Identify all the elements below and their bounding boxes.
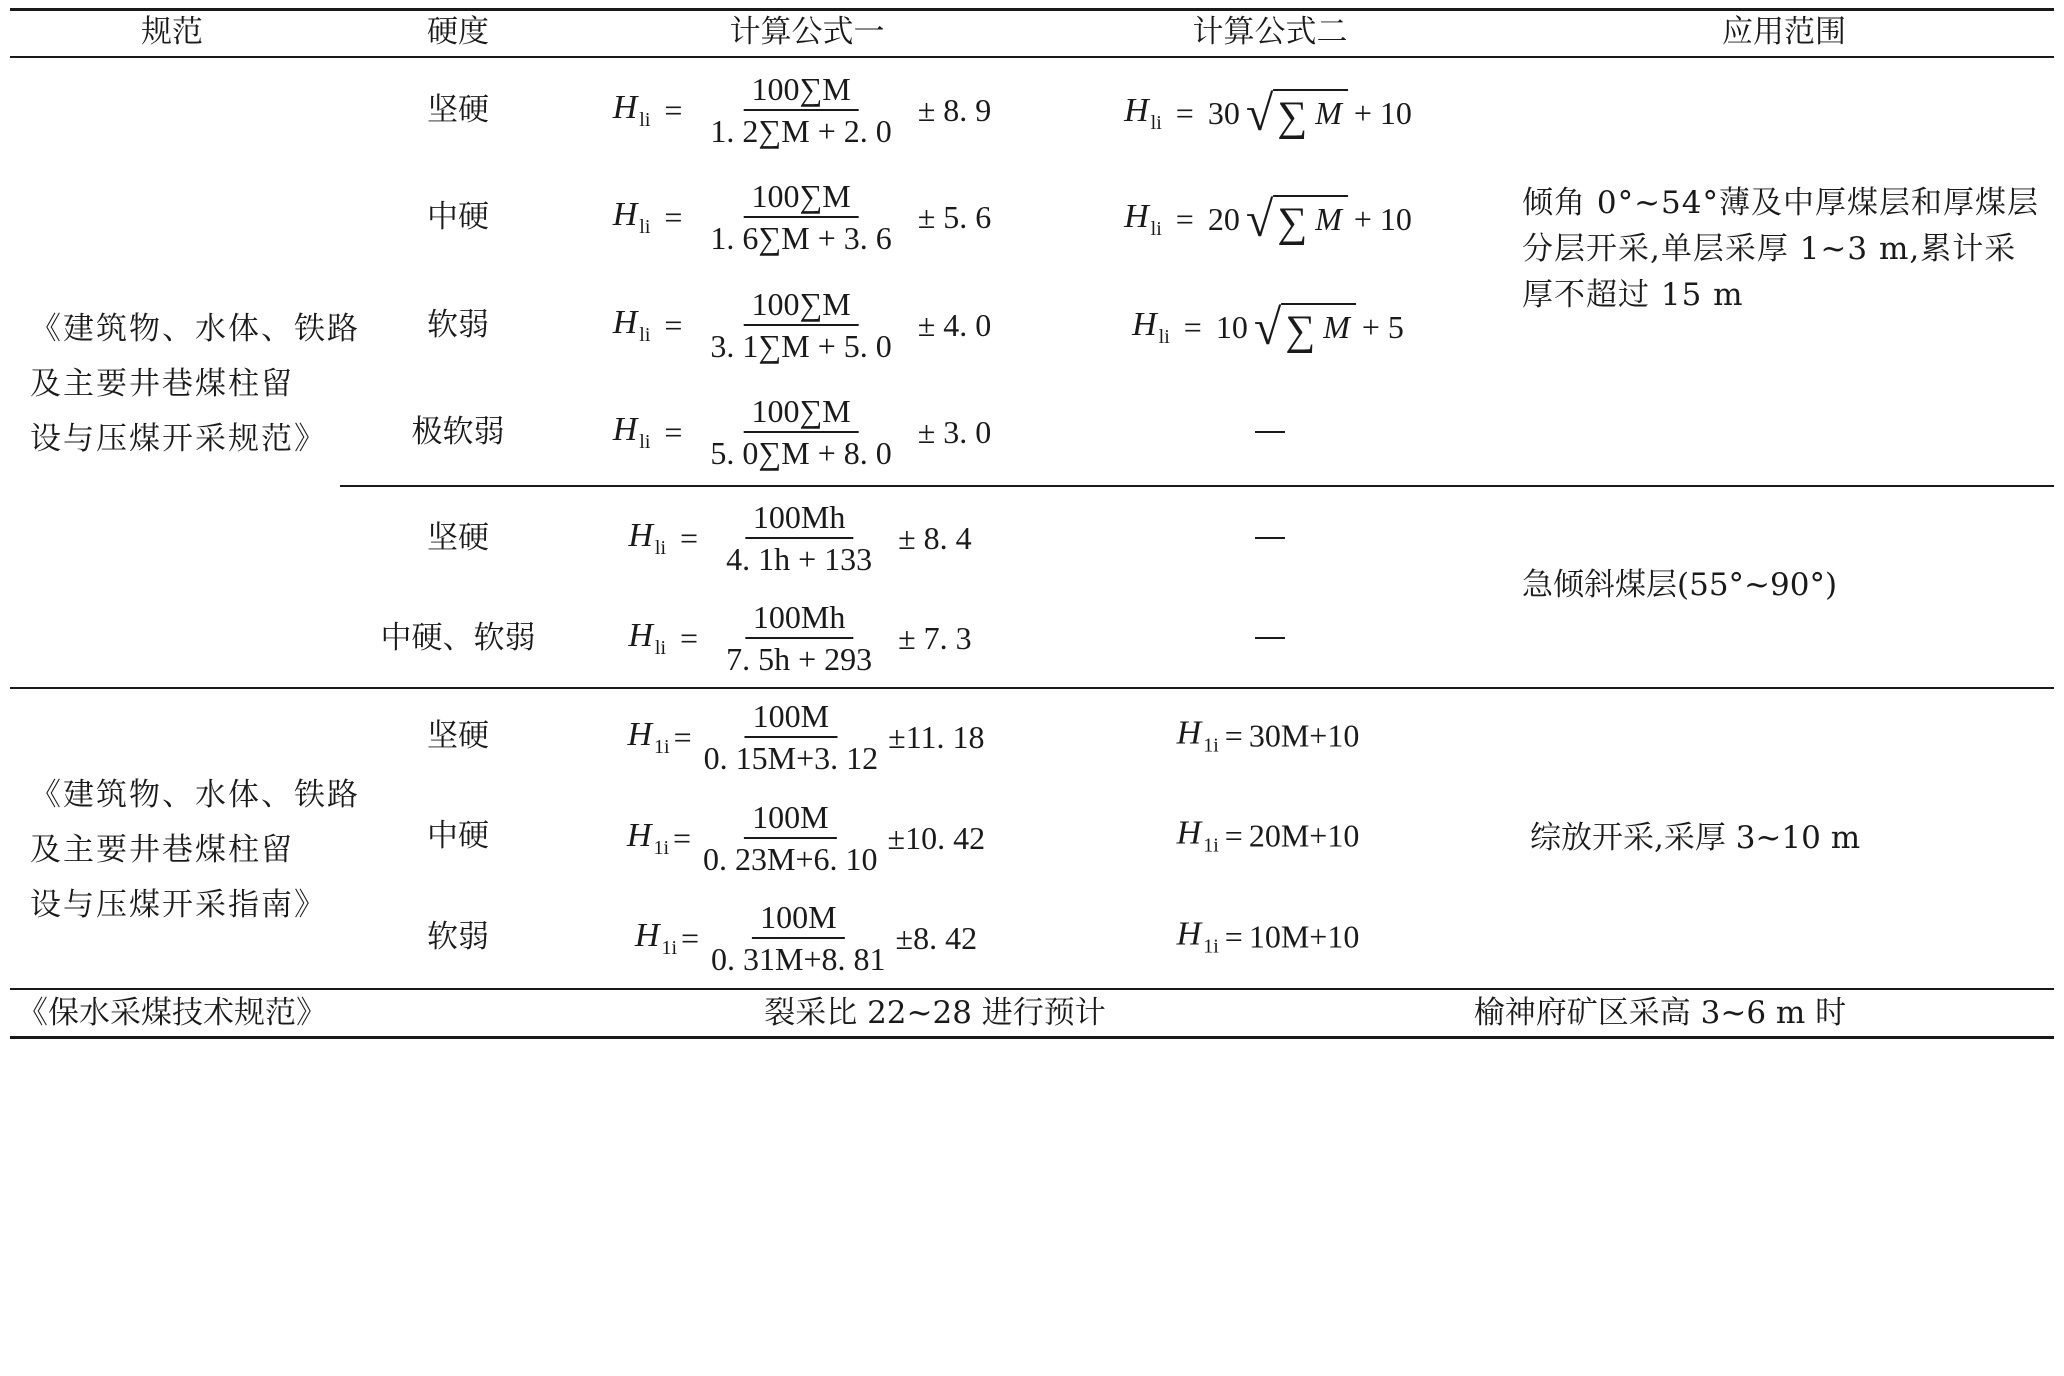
radical-sign: √ (1245, 191, 1274, 247)
equals-sign: = (664, 91, 683, 128)
h-symbol: H $_{li}$ (612, 303, 651, 346)
fraction (695, 797, 886, 879)
fraction (702, 391, 899, 473)
numerator: 100Mh (745, 597, 853, 639)
formula-1-cell (627, 696, 984, 778)
tolerance: ± 5. 6 (917, 198, 992, 235)
hardness-cell: 软弱 (427, 307, 489, 343)
denominator: 0. 31M+8. 81 (711, 941, 886, 977)
scope-line: 分层开采,单层采厚 1~3 m,累计采 (1522, 231, 2017, 267)
header-bottom-rule (10, 56, 2054, 58)
hardness-cell: 坚硬 (427, 718, 489, 754)
radicand: ∑ M (1273, 89, 1348, 137)
equals-sign: = (673, 718, 692, 755)
tolerance: ±10. 42 (887, 819, 986, 856)
formula-1-cell (613, 391, 992, 473)
h-symbol: H $_{li}$ (1124, 91, 1162, 134)
h-symbol: H $_{1i}$ (1176, 714, 1219, 757)
formula-1-cell (628, 497, 971, 579)
spec-line: 及主要井巷煤柱留 (30, 366, 294, 402)
formula-2-cell (1177, 715, 1360, 758)
formula-1-cell (627, 797, 985, 879)
radical-sign: √ (1245, 85, 1274, 141)
formula-2-cell (1132, 299, 1404, 355)
h-symbol: H $_{1i}$ (627, 715, 670, 758)
section-divider-rule-2 (10, 988, 2054, 990)
numerator: 100∑M (743, 176, 858, 218)
section-divider-rule-1 (10, 687, 2054, 689)
numerator: 100∑M (743, 284, 858, 326)
denominator: 5. 0∑M + 8. 0 (710, 435, 892, 471)
spec-line: 《建筑物、水体、铁路 (30, 777, 360, 813)
formula-1-cell (613, 69, 992, 151)
spec-line: 《建筑物、水体、铁路 (30, 311, 360, 347)
equals-sign: = (664, 198, 683, 235)
scope-cell-3: 综放开采,采厚 3~10 m (1530, 820, 1861, 856)
tolerance: ± 3. 0 (917, 413, 992, 450)
fraction (702, 69, 899, 151)
equals-sign: = (680, 519, 699, 556)
formula-2-cell (1124, 191, 1412, 247)
coefficient: 20 (1207, 200, 1240, 237)
header-hardness: 硬度 (427, 14, 489, 50)
spec-line: 设与压煤开采规范》 (30, 421, 327, 457)
empty-dash (1255, 431, 1285, 433)
h-symbol: H $_{li}$ (628, 516, 667, 559)
equals-sign: = (1183, 308, 1202, 345)
header-formula-1: 计算公式一 (729, 14, 885, 50)
denominator: 3. 1∑M + 5. 0 (710, 328, 892, 364)
header-scope: 应用范围 (1722, 14, 1846, 50)
radicand: ∑ M (1281, 303, 1356, 351)
fraction (702, 284, 899, 366)
right-hand-side: 20M+10 (1248, 817, 1360, 854)
fraction (718, 597, 880, 679)
header-spec: 规范 (141, 14, 203, 50)
h-symbol: H $_{li}$ (1132, 305, 1170, 348)
hardness-cell: 软弱 (427, 919, 489, 955)
numerator: 100∑M (743, 391, 858, 433)
equals-sign: = (673, 819, 692, 856)
spec-line: 及主要井巷煤柱留 (30, 832, 294, 868)
hardness-cell: 坚硬 (427, 92, 489, 128)
constant-term: + 5 (1361, 308, 1404, 345)
denominator: 0. 15M+3. 12 (703, 740, 879, 776)
scope-cell-1 (1522, 180, 2039, 318)
fraction (696, 696, 887, 778)
constant-term: + 10 (1353, 200, 1412, 237)
h-symbol: H $_{1i}$ (634, 916, 678, 959)
group-divider-rule (340, 485, 2054, 487)
h-symbol: H $_{li}$ (628, 616, 667, 659)
tolerance: ± 4. 0 (917, 306, 992, 343)
tolerance: ±11. 18 (888, 718, 985, 755)
equals-sign: = (664, 306, 683, 343)
equals-sign: = (664, 413, 683, 450)
right-hand-side: 10M+10 (1248, 918, 1360, 955)
formula-2-cell (1177, 815, 1360, 858)
constant-term: + 10 (1353, 94, 1412, 131)
formula-1-cell (613, 176, 992, 258)
equals-sign: = (1224, 918, 1243, 955)
equals-sign: = (1224, 817, 1243, 854)
spec-cell-2 (30, 768, 360, 933)
denominator: 4. 1h + 133 (726, 541, 873, 577)
hardness-cell: 中硬 (427, 818, 489, 854)
fraction (718, 497, 880, 579)
denominator: 7. 5h + 293 (726, 641, 873, 677)
square-root (1245, 191, 1348, 247)
formula-text-cell: 裂采比 22~28 进行预计 (764, 995, 1106, 1031)
formula-2-cell (1124, 85, 1412, 141)
square-root (1253, 299, 1356, 355)
empty-dash (1255, 537, 1285, 539)
numerator: 100M (745, 696, 837, 738)
radicand: ∑ M (1273, 195, 1348, 243)
equals-sign: = (681, 919, 700, 956)
tolerance: ±8. 42 (895, 919, 978, 956)
scope-cell-2: 急倾斜煤层(55°~90°) (1522, 567, 1838, 603)
coefficient: 30 (1207, 94, 1240, 131)
hardness-cell: 中硬、软弱 (380, 620, 536, 656)
formula-1-cell (628, 597, 971, 679)
equals-sign: = (1175, 200, 1194, 237)
table-top-rule (10, 8, 2054, 11)
hardness-cell: 极软弱 (411, 414, 505, 450)
tolerance: ± 8. 9 (917, 91, 992, 128)
h-symbol: H $_{li}$ (612, 410, 651, 453)
hardness-cell: 坚硬 (427, 520, 489, 556)
denominator: 1. 2∑M + 2. 0 (710, 113, 892, 149)
header-formula-2: 计算公式二 (1192, 14, 1348, 50)
hardness-cell: 中硬 (427, 199, 489, 235)
right-hand-side: 30M+10 (1248, 717, 1360, 754)
numerator: 100∑M (743, 69, 858, 111)
h-symbol: H $_{li}$ (612, 195, 651, 238)
spec-cell-3: 《保水采煤技术规范》 (17, 995, 327, 1031)
fraction (703, 897, 894, 979)
equals-sign: = (1175, 94, 1194, 131)
denominator: 1. 6∑M + 3. 6 (710, 220, 892, 256)
spec-line: 设与压煤开采指南》 (30, 887, 327, 923)
h-symbol: H $_{1i}$ (1176, 814, 1219, 857)
equals-sign: = (680, 619, 699, 656)
tolerance: ± 8. 4 (898, 519, 972, 556)
radical-sign: √ (1253, 299, 1282, 355)
empty-dash (1255, 637, 1285, 639)
scope-line: 倾角 0°~54°薄及中厚煤层和厚煤层 (1522, 185, 2039, 221)
h-symbol: H $_{1i}$ (1176, 915, 1219, 958)
scope-cell-4: 榆神府矿区采高 3~6 m 时 (1473, 995, 1847, 1031)
h-symbol: H $_{li}$ (1124, 197, 1162, 240)
equals-sign: = (1224, 717, 1243, 754)
spec-cell-1 (30, 302, 360, 467)
table-bottom-rule (10, 1036, 2054, 1039)
coefficient: 10 (1215, 308, 1248, 345)
numerator: 100M (744, 797, 836, 839)
tolerance: ± 7. 3 (898, 619, 972, 656)
denominator: 0. 23M+6. 10 (703, 841, 878, 877)
formula-1-cell (613, 284, 992, 366)
square-root (1245, 85, 1348, 141)
h-symbol: H $_{1i}$ (626, 816, 670, 859)
fraction (702, 176, 899, 258)
formula-1-cell (635, 897, 977, 979)
h-symbol: H $_{li}$ (612, 88, 651, 131)
formula-2-cell (1177, 916, 1360, 959)
scope-line: 厚不超过 15 m (1522, 277, 1744, 313)
numerator: 100M (752, 897, 844, 939)
numerator: 100Mh (745, 497, 853, 539)
